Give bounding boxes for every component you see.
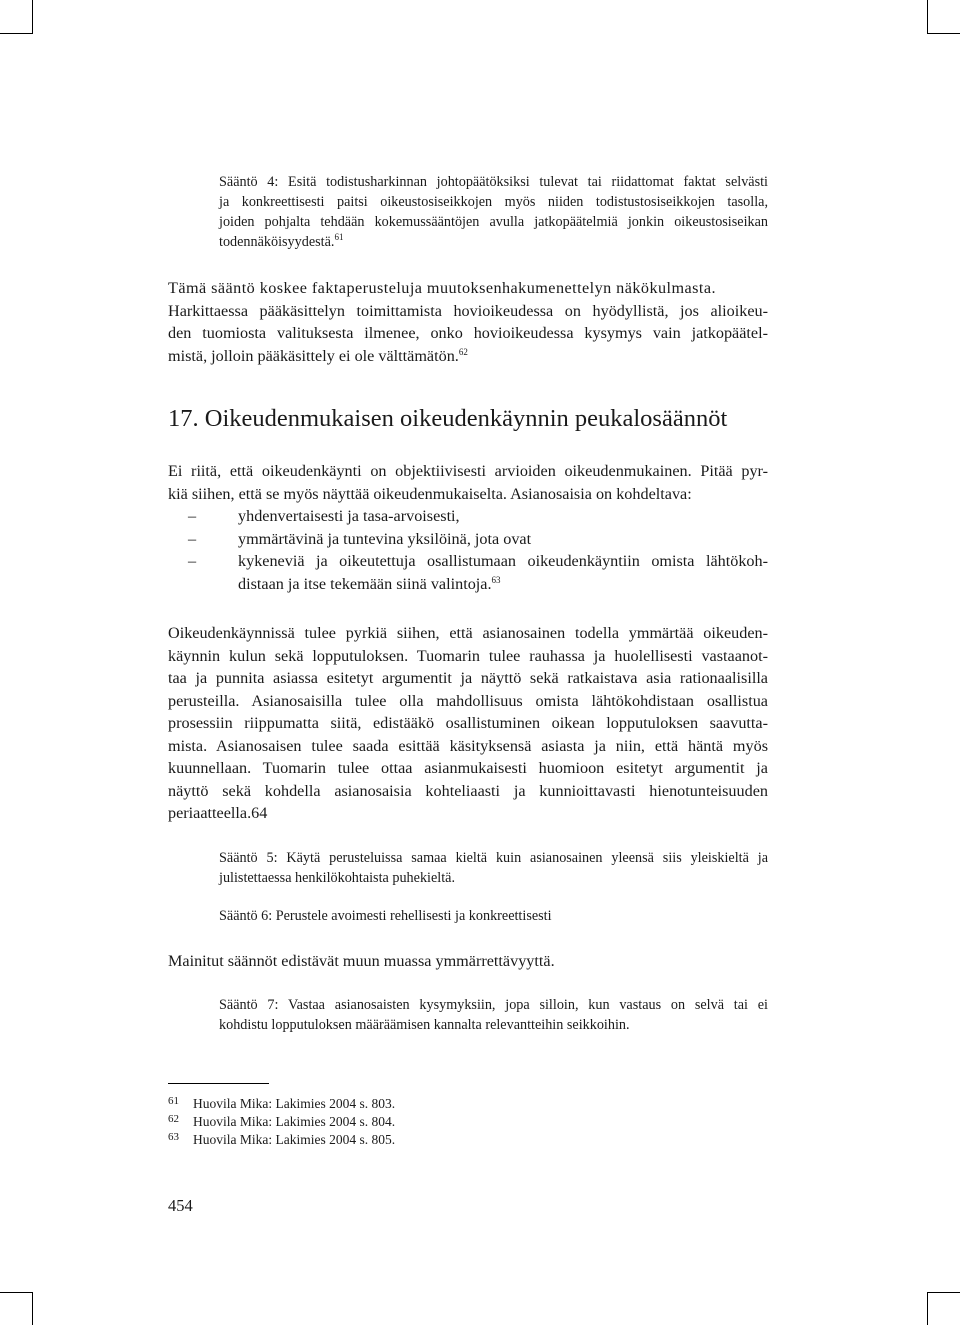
rule-4-block [219, 172, 768, 252]
rule-7-block [219, 995, 768, 1035]
text-line: todennäköisyydestä.$^{61}$ [219, 232, 344, 250]
text-line: periaatteella.64 [168, 804, 268, 822]
footnote-text: Huovila Mika: Lakimies 2004 s. 803. [193, 1096, 396, 1111]
text-line: taa ja punnita asiassa esitetyt argumentit ja näyttö sekä ratkaistava asia rationaalisilla [168, 669, 768, 687]
text-line: perusteilla. Asianosaisilla tulee olla mahdollisuus omista lähtökohdistaan osallistua [168, 691, 768, 710]
crop-mark [928, 33, 960, 34]
text-line: julistettaessa henkilökohtaista puhekieltä. [219, 870, 456, 886]
text-line: Mainitut säännöt edistävät muun muassa ymmärrettävyyttä. [168, 952, 555, 970]
text-line: den tuomiosta valituksesta ilmenee, onko hovioikeudessa kysymys vain jatkopäätel- [168, 324, 768, 342]
dash-bullet: – [188, 529, 197, 548]
text-line: prosessiin riippumatta siitä, edistääkö osallistuminen oikean lopputuloksen saavutta- [168, 714, 768, 732]
list-item [188, 550, 768, 595]
crop-mark [0, 33, 32, 34]
footnote-ref[interactable]: 63 [491, 574, 501, 585]
text-line: kuunnellaan. Tuomarin tulee ottaa asianmukaisesti huomioon esitetyt argumentit ja [168, 759, 768, 777]
text-line: Sääntö 7: Vastaa asianosaisten kysymyksiin, jopa silloin, kun vastaus on selvä tai ei [219, 997, 768, 1013]
crop-mark [927, 0, 928, 34]
text-line: Tämä sääntö koskee faktaperusteluja muutoksenhakumenettelyn näkökulmasta. [168, 279, 716, 297]
text-line: Harkittaessa pääkäsittelyn toimittamista hovioikeudessa on hyödyllistä, jos alioikeu- [168, 301, 768, 320]
text-line: distaan ja itse tekemään siinä valintoja.$^{63}$ [238, 574, 501, 593]
text-line: kykeneviä ja oikeutettuja osallistumaan oikeudenkäyntiin omista lähtökoh- [238, 552, 768, 570]
paragraph-1 [168, 277, 768, 367]
footnote-separator [168, 1083, 269, 1084]
text-line: käynnin kulun sekä lopputuloksen. Tuomarin tulee rauhassa ja huolellisesti vastaanot- [168, 646, 768, 665]
text-line: näyttö sekä kohdella asianosaisia kohteliaasti ja kunnioittavasti hienotunteisuuden [168, 781, 768, 800]
text-line: Sääntö 4: Esitä todistusharkinnan johtopäätöksiksi tulevat tai riidattomat faktat selvästi [219, 174, 768, 190]
paragraph-2 [168, 460, 768, 505]
crop-mark [32, 0, 33, 34]
list-item: – ymmärtävinä ja tuntevina yksilöinä, jota ovat [188, 528, 768, 551]
footnote-number: 63 [168, 1131, 179, 1143]
text-line: Oikeudenkäynnissä tulee pyrkiä siihen, että asianosainen todella ymmärtää oikeuden- [168, 624, 768, 642]
text-line: Ei riitä, että oikeudenkäynti on objektiivisesti arvioiden oikeudenmukainen. Pitää pyr- [168, 462, 768, 480]
rule-6-block [219, 906, 768, 926]
text-line: ja konkreettisesti paitsi oikeustosiseikkojen myös niiden todistustosiseikkojen tasolla, [219, 194, 768, 210]
dash-list [188, 505, 768, 595]
text-line: Sääntö 6: Perustele avoimesti rehellisesti ja konkreettisesti [219, 908, 552, 924]
text-line: mistä, jolloin pääkäsittely ei ole välttämätön.$^{62}$ [168, 346, 468, 365]
paragraph-3 [168, 622, 768, 825]
list-item: – yhdenvertaisesti ja tasa-arvoisesti, [188, 505, 768, 528]
text-line: Sääntö 5: Käytä perusteluissa samaa kieltä kuin asianosainen yleensä siis yleiskieltä ja [219, 850, 768, 866]
page-number: 454 [168, 1196, 193, 1215]
footnote-number: 62 [168, 1113, 179, 1125]
footnote [168, 1128, 395, 1149]
text-line: kohdistu lopputuloksen määräämisen kannalta relevantteihin seikkoihin. [219, 1017, 630, 1033]
footnote-text: Huovila Mika: Lakimies 2004 s. 805. [193, 1132, 396, 1147]
footnote-ref[interactable]: 61 [334, 232, 344, 242]
paragraph-4 [168, 950, 768, 973]
text-line: mista. Asianosaisen tulee saada esittää käsityksensä asiasta ja niin, että häntä myös [168, 736, 768, 755]
text-line: kiä siihen, että se myös näyttää oikeudenmukaiselta. Asianosaisia on kohdeltava: [168, 484, 692, 503]
section-heading: 17. Oikeudenmukaisen oikeudenkäynnin peukalosäännöt [168, 405, 728, 432]
dash-bullet: – [188, 507, 197, 525]
footnote-ref[interactable]: 62 [458, 346, 468, 357]
rule-5-block [219, 848, 768, 888]
footnote-number: 61 [168, 1095, 179, 1107]
dash-bullet: – [188, 552, 197, 570]
crop-mark [32, 1292, 33, 1325]
text-line: joiden pohjalta tehdään kokemussääntöjen avulla jatkopäätelmiä jonkin oikeustosiseikan [219, 214, 768, 230]
footnote-text: Huovila Mika: Lakimies 2004 s. 804. [193, 1114, 396, 1129]
crop-mark [0, 1292, 32, 1293]
crop-mark [928, 1292, 960, 1293]
crop-mark [927, 1292, 928, 1325]
